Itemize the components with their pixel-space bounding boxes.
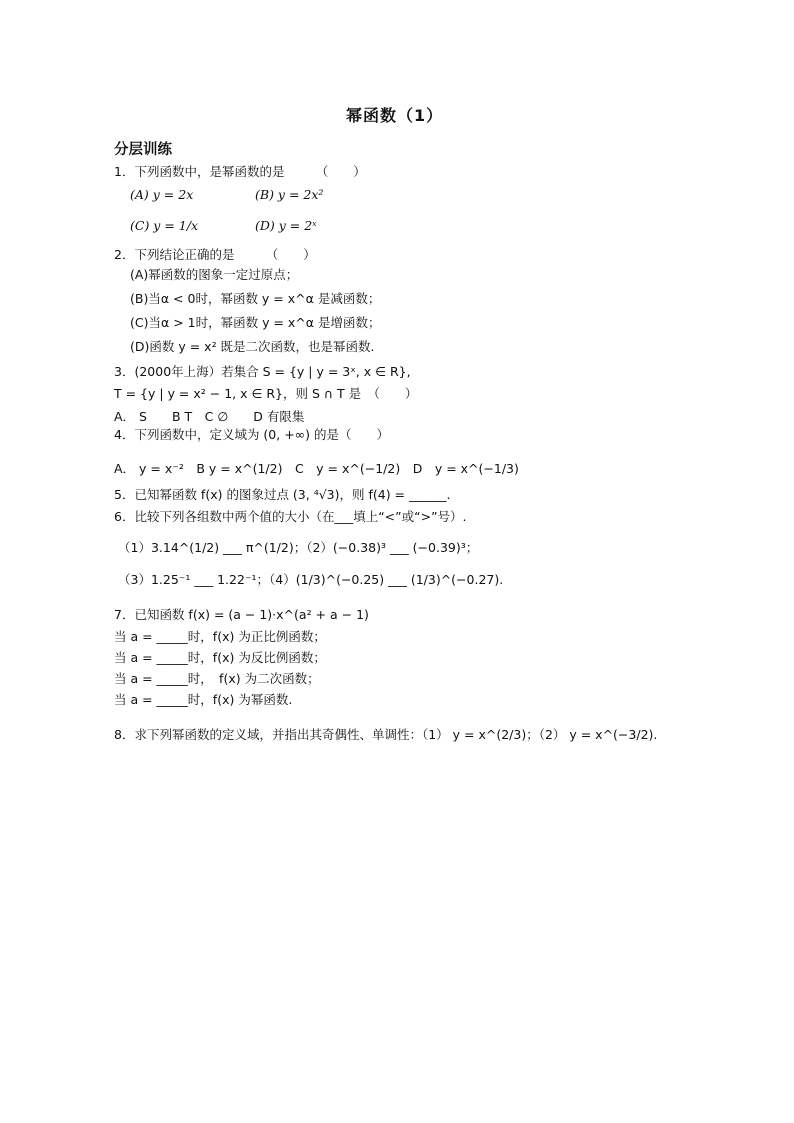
q1-option-a: (A) y = 2x <box>130 187 194 202</box>
q4-stem: 4．下列函数中，定义域为 (0, +∞) 的是（ ） <box>114 427 389 442</box>
q1-option-b: (B) y = 2x² <box>255 187 324 202</box>
q7-line3: 当 a = _____时， f(x) 为二次函数； <box>114 671 320 686</box>
q1-option-c: (C) y = 1/x <box>130 218 198 233</box>
q3-line1: 3．(2000年上海）若集合 S = {y | y = 3ˣ, x ∈ R}, <box>114 364 411 379</box>
q2-option-a: (A)幂函数的图象一定过原点； <box>130 267 299 282</box>
q6-stem: 6．比较下列各组数中两个值的大小（在___填上“<”或“>”号）. <box>114 509 467 524</box>
q7-line2: 当 a = _____时，f(x) 为反比例函数； <box>114 650 326 665</box>
q2-option-c: (C)当α > 1时，幂函数 y = x^α 是增函数； <box>130 315 381 330</box>
q4-options: A． y = x⁻² B y = x^(1/2) C y = x^(−1/2) D y = x^(−1/3) <box>114 461 519 476</box>
page-title: 幂函数（1） <box>346 106 444 125</box>
q7-stem: 7．已知函数 f(x) = (a − 1)·x^(a² + a − 1) <box>114 607 369 622</box>
q3-options: A． S B T C ∅ D 有限集 <box>114 409 305 424</box>
q2-stem: 2．下列结论正确的是 （ ） <box>114 247 316 262</box>
q5-text: 5．已知幂函数 f(x) 的图象过点 (3, ⁴√3)，则 f(4) = ______. <box>114 487 451 502</box>
q1-stem: 1．下列函数中，是幂函数的是 （ ） <box>114 164 366 179</box>
q2-option-b: (B)当α < 0时，幂函数 y = x^α 是减函数； <box>130 291 381 306</box>
section-heading: 分层训练 <box>114 142 172 158</box>
q3-line2: T = {y | y = x² − 1, x ∈ R}，则 S ∩ T 是 （ ） <box>114 386 418 401</box>
q8-text: 8．求下列幂函数的定义域，并指出其奇偶性、单调性：（1） y = x^(2/3)；（2） y = x^(−3/2). <box>114 727 658 742</box>
q6-row1: （1）3.14^(1/2) ___ π^(1/2)；（2）(−0.38)³ ___ (−0.39)³； <box>118 540 479 555</box>
q6-row2: （3）1.25⁻¹ ___ 1.22⁻¹；（4）(1/3)^(−0.25) ___ (1/3)^(−0.27). <box>118 572 504 587</box>
q7-line1: 当 a = _____时，f(x) 为正比例函数； <box>114 629 326 644</box>
q2-option-d: (D)函数 y = x² 既是二次函数，也是幂函数. <box>130 339 375 354</box>
q7-line4: 当 a = _____时，f(x) 为幂函数. <box>114 692 293 707</box>
q1-option-d: (D) y = 2ˣ <box>255 218 317 233</box>
